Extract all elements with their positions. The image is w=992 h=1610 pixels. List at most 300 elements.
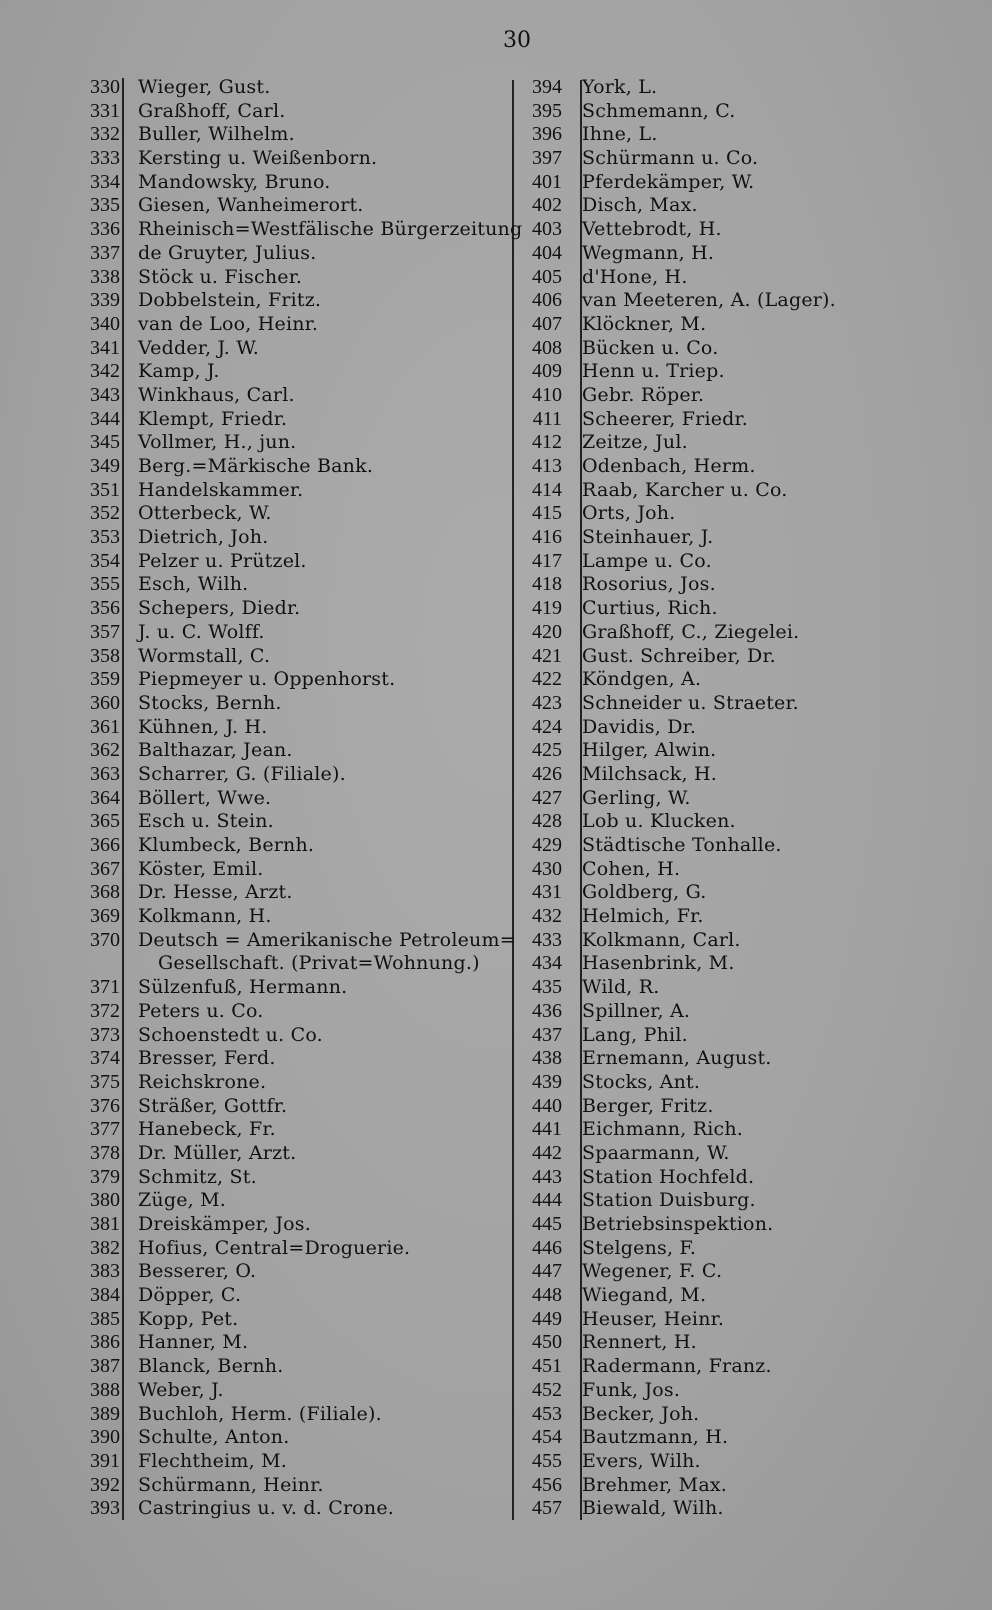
directory-entry	[68, 1450, 518, 1474]
entry-name: Hilger, Alwin.	[582, 739, 717, 762]
entry-number: 397	[532, 147, 562, 170]
entry-name: Klempt, Friedr.	[138, 407, 288, 430]
entry-number: 336	[90, 218, 120, 241]
entry-name: Berger, Fritz.	[582, 1094, 714, 1117]
entry-name: Dobbelstein, Fritz.	[138, 289, 322, 312]
entry-name: Kolkmann, Carl.	[582, 928, 741, 951]
directory-entry	[512, 1331, 852, 1355]
entry-number: 382	[90, 1236, 120, 1259]
entry-name: de Gruyter, Julius.	[138, 241, 317, 264]
directory-entry	[68, 171, 518, 195]
directory-entry	[68, 763, 518, 787]
directory-entry	[68, 858, 518, 882]
directory-entry	[68, 1355, 518, 1379]
entry-number: 353	[90, 526, 120, 549]
entry-name: Kersting u. Weißenborn.	[138, 147, 378, 170]
directory-entry	[512, 645, 852, 669]
entry-name-line-1: Deutsch = Amerikanische Petroleum=	[138, 928, 516, 951]
entry-number: 428	[532, 810, 562, 833]
entry-number: 431	[532, 881, 562, 904]
entry-name: Buchloh, Herm. (Filiale).	[138, 1402, 382, 1425]
right-column-list	[512, 76, 852, 1521]
entry-name: Bücken u. Co.	[582, 336, 719, 359]
entry-name: Spillner, A.	[582, 999, 691, 1022]
entry-number: 411	[532, 407, 562, 430]
entry-number: 424	[532, 715, 562, 738]
entry-name: Kamp, J.	[138, 360, 220, 383]
entry-number: 388	[90, 1378, 120, 1401]
directory-entry	[68, 1166, 518, 1190]
directory-entry	[512, 668, 852, 692]
directory-entry	[68, 573, 518, 597]
entry-number: 383	[90, 1260, 120, 1283]
entry-number: 451	[532, 1355, 562, 1378]
entry-name: Funk, Jos.	[582, 1378, 681, 1401]
entry-name: Betriebsinspektion.	[582, 1213, 774, 1235]
entry-name: Dietrich, Joh.	[138, 526, 269, 549]
entry-number: 356	[90, 597, 120, 620]
entry-number: 430	[532, 857, 562, 880]
entry-name: Wormstall, C.	[138, 644, 271, 667]
entry-name: Becker, Joh.	[582, 1402, 700, 1425]
entry-name: Gerling, W.	[582, 786, 691, 809]
directory-entry	[512, 194, 852, 218]
directory-entry	[68, 1213, 518, 1237]
entry-name: Handelskammer.	[138, 478, 304, 501]
entry-number: 363	[90, 762, 120, 785]
directory-entry	[68, 1071, 518, 1095]
entry-name: Bautzmann, H.	[582, 1426, 729, 1449]
entry-name: Rosorius, Jos.	[582, 573, 716, 596]
directory-entry	[68, 668, 518, 692]
directory-entry	[68, 1308, 518, 1332]
directory-entry	[512, 834, 852, 858]
entry-number: 359	[90, 668, 120, 691]
directory-entry	[512, 1213, 852, 1237]
entry-name: Curtius, Rich.	[582, 597, 718, 620]
entry-name: Blanck, Bernh.	[138, 1355, 284, 1378]
entry-name: Schepers, Diedr.	[138, 597, 301, 620]
entry-number: 434	[532, 952, 562, 975]
entry-number: 335	[90, 194, 120, 217]
directory-entry	[512, 526, 852, 550]
directory-entry	[68, 242, 518, 266]
directory-entry	[512, 1095, 852, 1119]
entry-name: Schürmann u. Co.	[582, 147, 759, 170]
entry-name: Station Duisburg.	[582, 1189, 756, 1212]
entry-name: Schulte, Anton.	[138, 1426, 290, 1449]
entry-name: Hasenbrink, M.	[582, 952, 735, 975]
directory-entry	[512, 597, 852, 621]
entry-name: Stöck u. Fischer.	[138, 265, 303, 288]
directory-entry	[512, 431, 852, 455]
directory-entry	[512, 550, 852, 574]
entry-number: 407	[532, 312, 562, 335]
entry-number: 333	[90, 147, 120, 170]
entry-name: Dr. Hesse, Arzt.	[138, 881, 293, 904]
entry-name: Wegener, F. C.	[582, 1260, 723, 1283]
entry-name: Odenbach, Herm.	[582, 455, 756, 477]
directory-entry	[68, 810, 518, 834]
directory-entry	[68, 1237, 518, 1261]
entry-number: 404	[532, 241, 562, 264]
entry-number: 450	[532, 1331, 562, 1354]
entry-number: 396	[532, 123, 562, 146]
entry-name: Dreiskämper, Jos.	[138, 1213, 311, 1236]
entry-name: Radermann, Franz.	[582, 1355, 772, 1378]
entry-number: 371	[90, 976, 120, 999]
entry-number: 331	[90, 99, 120, 122]
directory-entry	[68, 384, 518, 408]
entry-name: Orts, Joh.	[582, 502, 676, 525]
entry-number: 345	[90, 431, 120, 454]
directory-entry	[512, 1118, 852, 1142]
entry-name	[138, 929, 518, 976]
entry-name: Gebr. Röper.	[582, 383, 705, 406]
directory-entry	[512, 905, 852, 929]
directory-entry	[68, 597, 518, 621]
directory-entry	[512, 1308, 852, 1332]
entry-number: 340	[90, 312, 120, 335]
directory-entry	[512, 1071, 852, 1095]
entry-name: Davidis, Dr.	[582, 715, 697, 738]
entry-number: 406	[532, 289, 562, 312]
entry-number: 412	[532, 431, 562, 454]
directory-entry	[68, 408, 518, 432]
entry-name: Winkhaus, Carl.	[138, 383, 295, 406]
entry-name: Station Hochfeld.	[582, 1165, 755, 1188]
directory-entry	[512, 1284, 852, 1308]
directory-entry	[512, 313, 852, 337]
directory-entry	[68, 455, 518, 479]
directory-entry	[68, 834, 518, 858]
entry-number: 405	[532, 265, 562, 288]
directory-entry	[68, 337, 518, 361]
entry-name: Piepmeyer u. Oppenhorst.	[138, 668, 396, 691]
entry-name: Rennert, H.	[582, 1331, 697, 1354]
entry-name: Scheerer, Friedr.	[582, 407, 748, 430]
entry-number: 368	[90, 881, 120, 904]
entry-number: 377	[90, 1118, 120, 1141]
entry-number: 457	[532, 1497, 562, 1520]
entry-name: Helmich, Fr.	[582, 905, 704, 928]
entry-number: 364	[90, 786, 120, 809]
directory-entry	[512, 1450, 852, 1474]
entry-number: 446	[532, 1236, 562, 1259]
entry-name: Otterbeck, W.	[138, 502, 272, 525]
directory-entry	[68, 1497, 518, 1521]
directory-entry	[512, 218, 852, 242]
entry-number: 362	[90, 739, 120, 762]
entry-name: Stocks, Bernh.	[138, 691, 282, 714]
entry-name: Buller, Wilhelm.	[138, 123, 295, 146]
directory-entry	[512, 787, 852, 811]
entry-number: 441	[532, 1118, 562, 1141]
entry-number: 372	[90, 999, 120, 1022]
entry-name: Vollmer, H., jun.	[138, 431, 297, 454]
entry-number: 414	[532, 478, 562, 501]
directory-entry	[512, 171, 852, 195]
entry-number: 337	[90, 241, 120, 264]
entry-name: Cohen, H.	[582, 857, 681, 880]
directory-entry	[68, 621, 518, 645]
entry-number: 447	[532, 1260, 562, 1283]
entry-number: 354	[90, 549, 120, 572]
entry-name: Disch, Max.	[582, 194, 698, 217]
directory-entry	[68, 1260, 518, 1284]
entry-name: Kolkmann, H.	[138, 905, 272, 928]
entry-number: 360	[90, 691, 120, 714]
entry-name-line-2: Gesellschaft. (Privat=Wohnung.)	[158, 952, 480, 975]
entry-name: Schmitz, St.	[138, 1165, 257, 1188]
directory-entry	[68, 1379, 518, 1403]
entry-number: 385	[90, 1307, 120, 1330]
entry-name: Dr. Müller, Arzt.	[138, 1141, 297, 1164]
entry-number: 393	[90, 1497, 120, 1520]
directory-entry	[68, 76, 518, 100]
entry-name: Evers, Wilh.	[582, 1449, 701, 1472]
entry-name: Scharrer, G. (Filiale).	[138, 762, 346, 785]
directory-entry	[512, 1166, 852, 1190]
entry-name: Balthazar, Jean.	[138, 739, 293, 762]
entry-name: Köndgen, A.	[582, 668, 702, 691]
entry-name: Biewald, Wilh.	[582, 1497, 724, 1520]
entry-number: 436	[532, 999, 562, 1022]
directory-entry	[512, 360, 852, 384]
entry-number: 421	[532, 644, 562, 667]
entry-name: Schürmann, Heinr.	[138, 1473, 324, 1496]
directory-entry	[512, 1189, 852, 1213]
entry-number: 341	[90, 336, 120, 359]
entry-name: Sülzenfuß, Hermann.	[138, 976, 348, 999]
directory-entry	[68, 526, 518, 550]
entry-name: Graßhoff, Carl.	[138, 99, 286, 122]
entry-name: Gust. Schreiber, Dr.	[582, 644, 776, 667]
directory-entry	[512, 337, 852, 361]
entry-number: 438	[532, 1047, 562, 1070]
entry-name: Züge, M.	[138, 1189, 227, 1212]
entry-number: 384	[90, 1284, 120, 1307]
directory-entry	[68, 716, 518, 740]
entry-number: 351	[90, 478, 120, 501]
entry-number: 448	[532, 1284, 562, 1307]
entry-number: 390	[90, 1426, 120, 1449]
directory-entry	[68, 1284, 518, 1308]
page-number: 30	[503, 28, 531, 53]
entry-name: Bresser, Ferd.	[138, 1047, 276, 1070]
directory-entry	[512, 1497, 852, 1521]
entry-number: 373	[90, 1023, 120, 1046]
directory-entry	[512, 810, 852, 834]
entry-name: Reichskrone.	[138, 1070, 267, 1093]
entry-name: Lampe u. Co.	[582, 549, 712, 572]
directory-entry	[68, 100, 518, 124]
entry-number: 449	[532, 1307, 562, 1330]
directory-entry	[68, 881, 518, 905]
entry-name: Giesen, Wanheimerort.	[138, 194, 364, 217]
entry-name: Stocks, Ant.	[582, 1070, 701, 1093]
entry-name: Brehmer, Max.	[582, 1473, 727, 1496]
entry-number: 418	[532, 573, 562, 596]
directory-entry	[68, 194, 518, 218]
entry-number: 370	[90, 928, 120, 951]
entry-number: 380	[90, 1189, 120, 1212]
entry-number: 425	[532, 739, 562, 762]
directory-entry	[68, 218, 523, 242]
directory-entry	[512, 1000, 852, 1024]
entry-number: 342	[90, 360, 120, 383]
entry-number: 376	[90, 1094, 120, 1117]
directory-entry	[512, 716, 852, 740]
directory-entry	[68, 1142, 518, 1166]
directory-entry	[512, 952, 852, 976]
entry-name: Steinhauer, J.	[582, 526, 714, 549]
entry-name: Böllert, Wwe.	[138, 786, 272, 809]
entry-name: Kühnen, J. H.	[138, 715, 268, 738]
entry-name: Graßhoff, C., Ziegelei.	[582, 620, 800, 643]
entry-name: Lob u. Klucken.	[582, 810, 736, 833]
directory-entry	[512, 858, 852, 882]
directory-entry	[68, 787, 518, 811]
directory-entry	[68, 1426, 518, 1450]
entry-number: 361	[90, 715, 120, 738]
entry-number: 417	[532, 549, 562, 572]
entry-name: Vettebrodt, H.	[582, 218, 722, 241]
entry-name: Döpper, C.	[138, 1284, 242, 1307]
directory-entry	[68, 1403, 518, 1427]
entry-name: York, L.	[582, 76, 658, 98]
entry-number: 330	[90, 76, 120, 98]
entry-name: Hanner, M.	[138, 1331, 249, 1354]
directory-entry	[512, 76, 852, 100]
entry-name: Schoenstedt u. Co.	[138, 1023, 323, 1046]
directory-entry	[512, 479, 852, 503]
entry-number: 375	[90, 1070, 120, 1093]
entry-number: 355	[90, 573, 120, 596]
entry-number: 392	[90, 1473, 120, 1496]
entry-number: 332	[90, 123, 120, 146]
entry-name: Lang, Phil.	[582, 1023, 688, 1046]
entry-number: 409	[532, 360, 562, 383]
directory-entry	[68, 1189, 518, 1213]
entry-name: Wiegand, M.	[582, 1284, 707, 1307]
directory-entry	[68, 123, 518, 147]
entry-name: Raab, Karcher u. Co.	[582, 478, 788, 501]
entry-number: 432	[532, 905, 562, 928]
entry-number: 440	[532, 1094, 562, 1117]
entry-number: 389	[90, 1402, 120, 1425]
directory-entry	[512, 1260, 852, 1284]
entry-number: 378	[90, 1141, 120, 1164]
entry-number: 343	[90, 383, 120, 406]
entry-number: 402	[532, 194, 562, 217]
entry-name: Esch u. Stein.	[138, 810, 274, 833]
directory-entry	[512, 763, 852, 787]
entry-name: Klumbeck, Bernh.	[138, 834, 315, 856]
directory-entry	[512, 976, 852, 1000]
directory-entry	[512, 739, 852, 763]
directory-entry	[68, 1118, 518, 1142]
entry-name: Wieger, Gust.	[138, 76, 271, 98]
entry-number: 422	[532, 668, 562, 691]
directory-entry	[512, 1379, 852, 1403]
directory-entry	[68, 739, 518, 763]
directory-entry	[68, 1331, 518, 1355]
entry-number: 416	[532, 526, 562, 549]
directory-entry	[512, 1024, 852, 1048]
entry-name: Mandowsky, Bruno.	[138, 170, 331, 193]
entry-name: Hanebeck, Fr.	[138, 1118, 276, 1141]
entry-name: Eichmann, Rich.	[582, 1118, 744, 1141]
directory-entry	[512, 289, 852, 313]
entry-number: 338	[90, 265, 120, 288]
entry-name: Köster, Emil.	[138, 857, 264, 880]
entry-number: 374	[90, 1047, 120, 1070]
directory-entry	[512, 100, 852, 124]
entry-number: 455	[532, 1449, 562, 1472]
entry-name: Wild, R.	[582, 976, 660, 999]
entry-name: Heuser, Heinr.	[582, 1307, 725, 1330]
entry-name: Milchsack, H.	[582, 762, 718, 785]
entry-number: 415	[532, 502, 562, 525]
entry-number: 456	[532, 1473, 562, 1496]
directory-entry	[68, 266, 518, 290]
entry-name: Flechtheim, M.	[138, 1449, 287, 1472]
entry-name: Henn u. Triep.	[582, 360, 725, 383]
entry-number: 444	[532, 1189, 562, 1212]
entry-number: 391	[90, 1449, 120, 1472]
entry-name: Vedder, J. W.	[138, 336, 259, 359]
entry-name: Peters u. Co.	[138, 999, 264, 1022]
entry-name: Sträßer, Gottfr.	[138, 1094, 288, 1117]
directory-entry	[68, 550, 518, 574]
left-column-list	[68, 76, 523, 1521]
directory-entry	[68, 313, 518, 337]
entry-number: 419	[532, 597, 562, 620]
entry-number: 395	[532, 99, 562, 122]
entry-name: Klöckner, M.	[582, 312, 707, 335]
entry-name: Wegmann, H.	[582, 241, 715, 264]
entry-number: 344	[90, 407, 120, 430]
entry-name: J. u. C. Wolff.	[138, 620, 265, 643]
directory-entry	[512, 692, 852, 716]
entry-number: 445	[532, 1213, 562, 1235]
directory-entry	[512, 455, 852, 479]
directory-entry	[68, 1095, 518, 1119]
entry-name: van Meeteren, A. (Lager).	[582, 289, 836, 312]
entry-number: 381	[90, 1213, 120, 1236]
entry-name: Besserer, O.	[138, 1260, 257, 1283]
entry-number: 435	[532, 976, 562, 999]
entry-number: 454	[532, 1426, 562, 1449]
entry-name: d'Hone, H.	[582, 265, 688, 288]
entry-name: Spaarmann, W.	[582, 1141, 730, 1164]
entry-number: 426	[532, 762, 562, 785]
entry-number: 334	[90, 170, 120, 193]
entry-number: 423	[532, 691, 562, 714]
entry-number: 349	[90, 455, 120, 477]
entry-number: 442	[532, 1141, 562, 1164]
directory-entry	[512, 1237, 852, 1261]
directory-entry	[512, 621, 852, 645]
directory-entry	[68, 905, 518, 929]
entry-number: 387	[90, 1355, 120, 1378]
entry-number: 408	[532, 336, 562, 359]
directory-entry	[512, 1047, 852, 1071]
entry-name: van de Loo, Heinr.	[138, 312, 319, 335]
directory-entry	[68, 1047, 518, 1071]
entry-number: 401	[532, 170, 562, 193]
